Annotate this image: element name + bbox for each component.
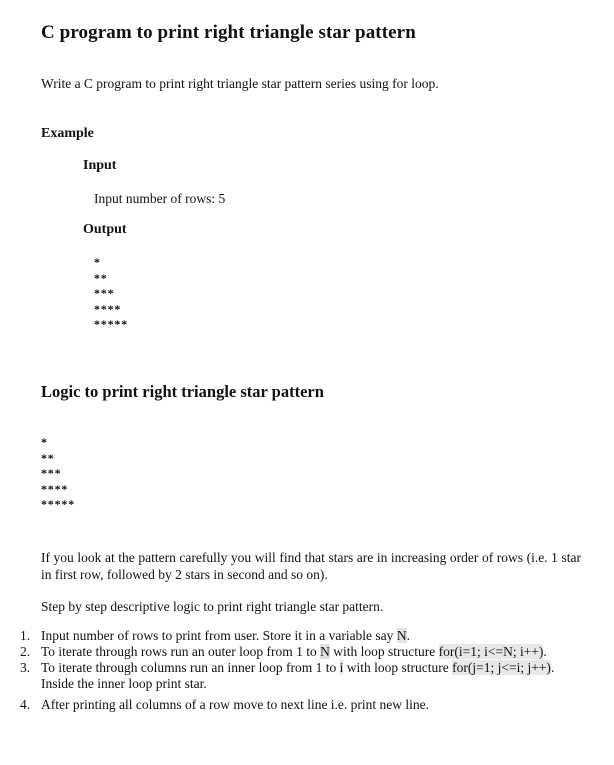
step-code: for(j=1; j<=i; j++) [452,660,551,675]
input-text: Input number of rows: 5 [94,191,226,206]
step-code: N [396,628,407,643]
pattern-line: ** [41,450,55,465]
intro-paragraph: Write a C program to print right triangle star pattern series using for loop. [41,76,439,91]
step-text-middle: with loop structure [329,644,439,659]
step-text: To iterate through columns run an inner loop from 1 to [41,660,340,675]
steps-list [0,628,581,713]
logic-heading: Logic to print right triangle star pattern [41,382,324,401]
step-code: for(i=1; i<=N; i++) [438,644,544,659]
step-text: Input number of rows to print from user. Store it in a variable say [41,628,397,643]
step-text-end: . [543,644,547,659]
step-text-end: . [406,628,410,643]
step-number: 2. [20,644,31,659]
pattern-line: **** [41,481,69,496]
logic-pattern [41,435,75,513]
output-line: **** [94,301,122,316]
output-line: *** [94,286,115,300]
output-line: ** [94,270,108,285]
output-pattern [94,255,128,333]
step-number: 3. [20,660,31,675]
observation-paragraph: If you look at the pattern carefully you will find that stars are in increasing order of rows (i.e. 1 star in first row, followed by 2 stars in second and so on). [41,550,581,582]
output-line: ***** [94,317,128,331]
example-heading: Example [41,126,94,141]
step-inline-code: N [320,644,330,659]
output-heading: Output [83,222,127,237]
step-text-middle: with loop structure [343,660,453,675]
output-line: * [94,255,101,269]
step-number: 4. [20,697,31,712]
list-item [0,628,581,644]
list-item [0,644,581,660]
pattern-line: * [41,435,48,449]
step-text: To iterate through rows run an outer loop from 1 to [41,644,321,659]
step-text: After printing all columns of a row move to next line i.e. print new line. [41,697,430,712]
pattern-line: *** [41,466,62,480]
step-inline-code: i [339,660,344,675]
input-heading: Input [83,158,117,173]
list-item [0,697,581,713]
step-text-end: . [550,660,555,675]
pattern-line: ***** [41,497,75,511]
step-text-line2: Inside the inner loop print star. [41,676,207,691]
steps-intro: Step by step descriptive logic to print right triangle star pattern. [41,599,384,614]
list-item [0,660,581,692]
page-title: C program to print right triangle star pattern [41,22,416,43]
step-number: 1. [20,628,31,643]
